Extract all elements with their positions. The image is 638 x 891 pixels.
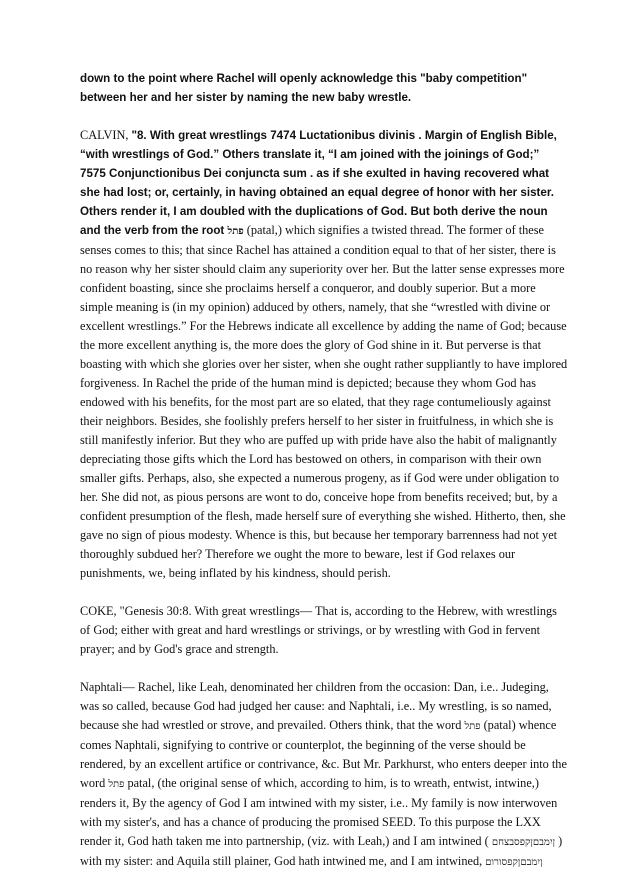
- hebrew-word-1: פתל: [464, 721, 481, 732]
- hebrew-word-4: ןיִמבםןקפסורום: [485, 857, 543, 868]
- naphtali-text-4: ) with my sister: and Aquila still plainer, God hath intwined me, and I am intwined,: [80, 834, 563, 868]
- hebrew-word-3: ןיִמבםןקפסבצחם: [491, 837, 556, 848]
- calvin-bold-lead: "8. With great wrestlings 7474 Luctationibus divinis . Margin of English Bible, “with wrestlings of God.” Others translate it, “I am joined with the joinings of God;” 7575 Conjunctionibus Dei conjuncta sum . as if she exulted in having recovered what she had lost; or, certainly, in having obtained an equal degree of honor with her sister. Others render it, I am doubled with the duplications of God. But both derive the noun and the verb from the root: [80, 129, 557, 237]
- naphtali-text-1: Naphtali— Rachel, like Leah, denominated her children from the occasion: Dan, i.e.. Judeging, was so called, because God had judged her cause: and Naphtali, i.e.. My wrestling, is so named, because she had wrestled or strove, and prevailed. Others think, that the word: [80, 680, 552, 732]
- intro-paragraph: [80, 69, 568, 107]
- calvin-paragraph: [80, 126, 568, 583]
- document-page: [80, 69, 568, 891]
- calvin-rest-text: (patal,) which signifies a twisted thread. The former of these senses comes to this; that since Rachel has attained a condition equal to that of her sister, there is no reason why her sister should claim any superiority over her. But the latter sense expresses more confident boasting, since she proclaims herself a conqueror, and doubly superior. But a more simple meaning is (in my opinion) adduced by others, namely, that she “wrestled with divine or excellent wrestlings.” For the Hebrews indicate all excellence by adding the name of God; because the more excellent anything is, the more does the glory of God shine in it. But perverse is that boasting with which she glories over her sister, when she ought rather suppliantly to have implored forgiveness. In Rachel the pride of the human mind is depicted; because they whom God has endowed with his benefits, for the most part are so elated, that they rage contumeliously against their neighbors. Besides, she foolishly prefers herself to her sister in fruitfulness, in which she is still manifestly inferior. But they who are puffed up with pride have also the habit of malignantly depreciating those gifts which the Lord has bestowed on others, in comparison with their own smaller gifts. Perhaps, also, she expected a numerous progeny, as if God were under obligation to her. She did not, as pious persons are wont to do, conceive hope from benefits received; but, by a confident presumption of the flesh, made herself sure of everything she wished. Hitherto, then, she gave no sign of pious modesty. Whence is this, but because her temporary barrenness had not yet thoroughly subdued her? Therefore we ought the more to beware, lest if God relaxes our punishments, we, being inflated by his kindness, should perish.: [80, 223, 568, 580]
- naphtali-text-2: (patal) whence comes Naphtali, signifying to contrive or counterplot, the beginning of the verse should be rendered, by an excellent artifice or contrivance, &c. But Mr. Parkhurst, who enters deeper into the word: [80, 718, 567, 790]
- naphtali-paragraph: [80, 678, 568, 872]
- calvin-author-suffix: VIN,: [103, 128, 132, 142]
- coke-paragraph: [80, 602, 568, 659]
- naphtali-text-3: patal, (the original sense of which, according to him, is to wreath, entwist, intwine,) renders it, By the agency of God I am intwined with my sister, i.e.. My family is now interwoven with my sister's, and has a chance of producing the promised SEED. To this purpose the LXX render it, God hath taken me into partnership, (viz. with Leah,) and I am intwined (: [80, 776, 558, 848]
- calvin-hebrew-root: פתל: [227, 226, 244, 237]
- intro-text: down to the point where Rachel will openly acknowledge this "baby competition" between her and her sister by naming the new baby wrestle.: [80, 72, 528, 104]
- calvin-author-prefix: CAL: [80, 128, 104, 142]
- hebrew-word-2: פתל: [108, 779, 125, 790]
- coke-text: COKE, "Genesis 30:8. With great wrestlings— That is, according to the Hebrew, with wrestlings of God; either with great and hard wrestlings or strivings, or by wrestling with God in fervent prayer; and by God's grace and strength.: [80, 604, 557, 656]
